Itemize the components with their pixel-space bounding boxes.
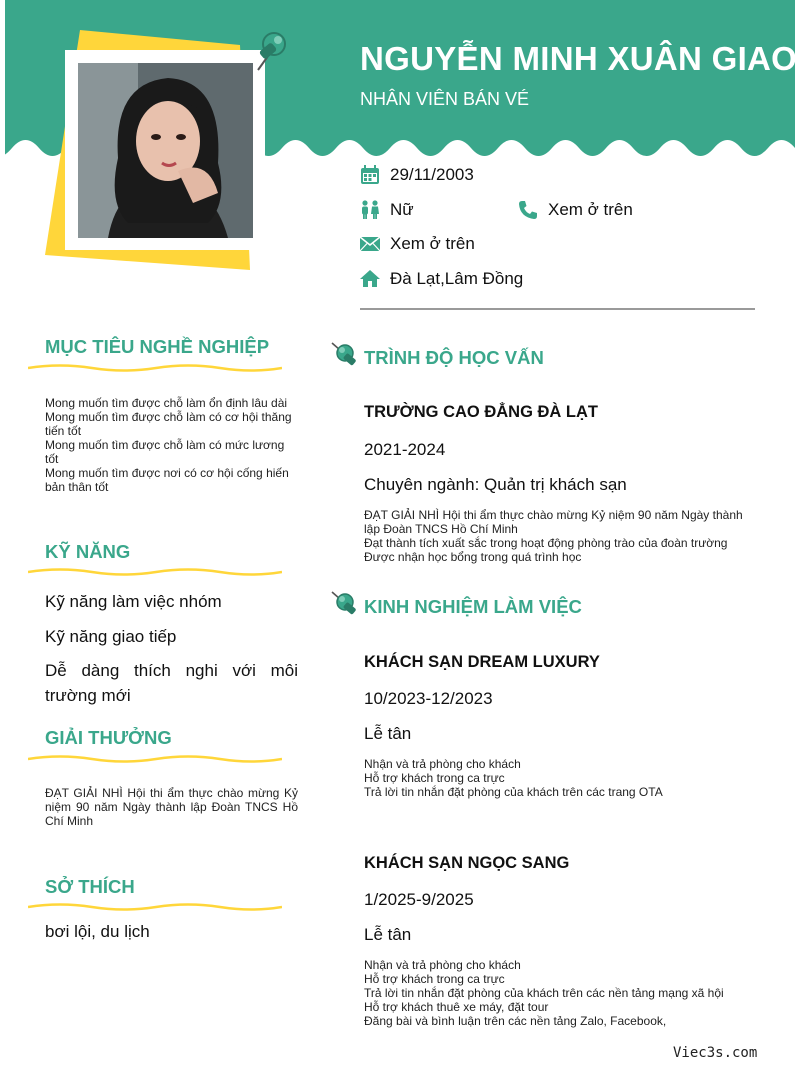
skills-heading: KỸ NĂNG [45, 541, 131, 562]
job-duties [364, 757, 754, 799]
pushpin-icon [248, 24, 292, 74]
job-role: Lễ tân [364, 925, 412, 944]
skill-item: Dễ dàng thích nghi với môi trường mới [45, 661, 298, 705]
job-company: KHÁCH SẠN DREAM LUXURY [364, 653, 600, 671]
objective-item: Mong muốn tìm được chỗ làm có mức lương tốt [45, 438, 285, 466]
objective-item: Mong muốn tìm được chỗ làm có cơ hội thăng tiến tốt [45, 410, 292, 438]
email-value: Xem ở trên [390, 234, 475, 253]
awards-underline [28, 753, 282, 765]
dob-row [360, 165, 474, 185]
objective-list [45, 396, 298, 494]
objective-underline [28, 362, 282, 374]
job-role: Lễ tân [364, 724, 412, 743]
skills-list [45, 589, 298, 708]
job-duty: Hỗ trợ khách trong ca trực [364, 972, 505, 986]
phone-value: Xem ở trên [548, 200, 633, 219]
job-duty: Trả lời tin nhắn đặt phòng của khách trên các trang OTA [364, 785, 663, 799]
pushpin-icon [330, 338, 358, 368]
skill-item: Kỹ năng làm việc nhóm [45, 592, 222, 611]
job-company: KHÁCH SẠN NGỌC SANG [364, 854, 570, 872]
objective-heading: MỤC TIÊU NGHỀ NGHIỆP [45, 336, 270, 357]
job-duty: Trả lời tin nhắn đặt phòng của khách trên các nền tảng mạng xã hội [364, 986, 724, 1000]
objective-item: Mong muốn tìm được chỗ làm ổn định lâu dài [45, 396, 288, 410]
school-name: TRƯỜNG CAO ĐẲNG ĐÀ LẠT [364, 403, 598, 421]
skills-underline [28, 566, 282, 578]
job-duty: Hỗ trợ khách thuê xe máy, đặt tour [364, 1000, 549, 1014]
job-period: 10/2023-12/2023 [364, 689, 493, 708]
education-detail: Được nhận học bổng trong quá trình học [364, 550, 582, 564]
pushpin-icon [330, 587, 358, 617]
job-duty: Đăng bài và bình luận trên các nền tảng Zalo, Facebook, [364, 1014, 667, 1028]
candidate-name: NGUYỄN MINH XUÂN GIAO [360, 40, 798, 77]
job-title: NHÂN VIÊN BÁN VÉ [360, 89, 530, 109]
gender-icon [360, 200, 380, 220]
address-row [360, 269, 523, 289]
hobbies-text: bơi lội, du lịch [45, 922, 150, 941]
profile-photo [78, 63, 253, 238]
objective-item: Mong muốn tìm được nơi có cơ hội cống hiến bản thân tốt [45, 466, 289, 494]
header-divider [360, 308, 755, 310]
job-duty: Nhận và trả phòng cho khách [364, 958, 521, 972]
awards-text: ĐẠT GIẢI NHÌ Hội thi ẩm thực chào mừng Kỷ niệm 90 năm Ngày thành lập Đoàn TNCS Hồ Chí Minh [45, 786, 298, 828]
education-major: Chuyên ngành: Quản trị khách sạn [364, 475, 627, 494]
education-period: 2021-2024 [364, 440, 446, 459]
address-value: Đà Lạt,Lâm Đồng [390, 269, 524, 288]
education-heading: TRÌNH ĐỘ HỌC VẤN [364, 347, 544, 368]
hobbies-underline [28, 901, 282, 913]
job-period: 1/2025-9/2025 [364, 890, 474, 909]
calendar-icon [360, 165, 380, 185]
job-duties [364, 958, 754, 1028]
education-detail: ĐẠT GIẢI NHÌ Hội thi ẩm thực chào mừng Kỷ niệm 90 năm Ngày thành lập Đoàn TNCS Hồ Chí Minh [364, 508, 743, 536]
education-details [364, 508, 754, 564]
job-duty: Nhận và trả phòng cho khách [364, 757, 521, 771]
phone-icon [518, 200, 538, 220]
awards-heading: GIẢI THƯỞNG [45, 727, 172, 748]
gender-row [360, 200, 414, 220]
home-icon [360, 269, 380, 289]
experience-heading: KINH NGHIỆM LÀM VIỆC [364, 596, 582, 617]
footer-brand[interactable]: Viec3s.com [673, 1045, 758, 1061]
gender-value: Nữ [390, 200, 414, 219]
dob-value: 29/11/2003 [390, 165, 474, 184]
job-duty: Hỗ trợ khách trong ca trực [364, 771, 505, 785]
skill-item: Kỹ năng giao tiếp [45, 627, 177, 646]
hobbies-heading: SỞ THÍCH [45, 876, 135, 897]
email-row [360, 234, 475, 254]
phone-row [518, 200, 633, 220]
education-detail: Đạt thành tích xuất sắc trong hoạt động phòng trào của đoàn trường [364, 536, 728, 550]
envelope-icon [360, 234, 380, 254]
